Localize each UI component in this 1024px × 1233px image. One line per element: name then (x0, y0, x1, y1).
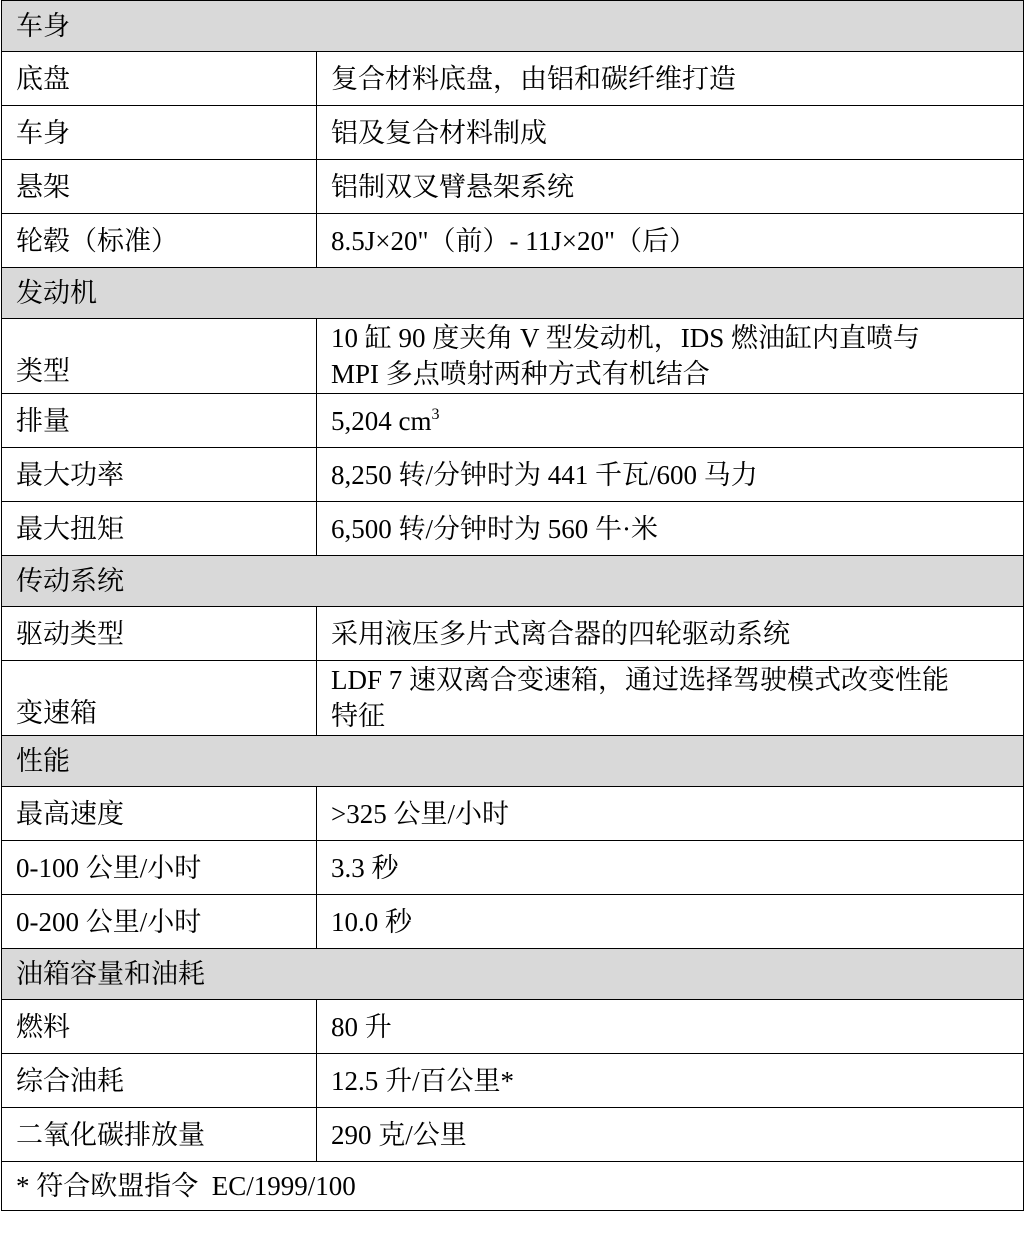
row-value: 复合材料底盘，由铝和碳纤维打造 (317, 52, 1024, 106)
table-row (2, 607, 1024, 661)
section-title: 发动机 (2, 268, 1024, 319)
table-row (2, 502, 1024, 556)
section-header-transmission (2, 556, 1024, 607)
footnote: * 符合欧盟指令 EC/1999/100 (2, 1162, 1024, 1211)
table-row (2, 787, 1024, 841)
row-value-line: 特征 (331, 701, 385, 731)
row-label: 最大功率 (2, 448, 317, 502)
section-header-engine (2, 268, 1024, 319)
table-row (2, 160, 1024, 214)
table-row (2, 1000, 1024, 1054)
row-label: 综合油耗 (2, 1054, 317, 1108)
row-value (317, 319, 1024, 394)
table-row (2, 841, 1024, 895)
row-label: 悬架 (2, 160, 317, 214)
table-row (2, 106, 1024, 160)
section-title: 油箱容量和油耗 (2, 949, 1024, 1000)
section-header-body (2, 1, 1024, 52)
row-value: 铝制双叉臂悬架系统 (317, 160, 1024, 214)
row-value: 6,500 转/分钟时为 560 牛·米 (317, 502, 1024, 556)
row-value: 10.0 秒 (317, 895, 1024, 949)
row-value-line: MPI 多点喷射两种方式有机结合 (331, 359, 710, 389)
row-value: >325 公里/小时 (317, 787, 1024, 841)
section-header-fuel (2, 949, 1024, 1000)
row-value: 8.5J×20"（前）- 11J×20"（后） (317, 214, 1024, 268)
table-row (2, 52, 1024, 106)
table-row (2, 214, 1024, 268)
row-value: 8,250 转/分钟时为 441 千瓦/600 马力 (317, 448, 1024, 502)
row-label: 燃料 (2, 1000, 317, 1054)
row-label: 排量 (2, 394, 317, 448)
row-label: 0-100 公里/小时 (2, 841, 317, 895)
table-row (2, 1054, 1024, 1108)
row-label: 0-200 公里/小时 (2, 895, 317, 949)
row-label: 轮毂（标准） (2, 214, 317, 268)
table-row (2, 1108, 1024, 1162)
row-value: 80 升 (317, 1000, 1024, 1054)
section-header-performance (2, 736, 1024, 787)
row-label: 底盘 (2, 52, 317, 106)
section-title: 传动系统 (2, 556, 1024, 607)
section-title: 车身 (2, 1, 1024, 52)
row-value-line: LDF 7 速双离合变速箱，通过选择驾驶模式改变性能 (331, 665, 950, 695)
row-label: 最高速度 (2, 787, 317, 841)
section-title: 性能 (2, 736, 1024, 787)
row-label: 变速箱 (2, 661, 317, 736)
row-label: 二氧化碳排放量 (2, 1108, 317, 1162)
row-value: 铝及复合材料制成 (317, 106, 1024, 160)
row-value (317, 394, 1024, 448)
row-value (317, 661, 1024, 736)
footnote-row (2, 1162, 1024, 1211)
table-row (2, 661, 1024, 736)
row-value: 采用液压多片式离合器的四轮驱动系统 (317, 607, 1024, 661)
table-row (2, 394, 1024, 448)
table-row (2, 448, 1024, 502)
row-label: 驱动类型 (2, 607, 317, 661)
spec-table (1, 0, 1024, 1211)
row-value: 290 克/公里 (317, 1108, 1024, 1162)
table-row (2, 895, 1024, 949)
row-value: 12.5 升/百公里* (317, 1054, 1024, 1108)
row-label: 最大扭矩 (2, 502, 317, 556)
row-value: 3.3 秒 (317, 841, 1024, 895)
table-row (2, 319, 1024, 394)
unit-superscript: 3 (431, 405, 440, 423)
displacement-value: 5,204 cm (331, 405, 432, 436)
row-label: 类型 (2, 319, 317, 394)
row-value-line: 10 缸 90 度夹角 V 型发动机，IDS 燃油缸内直喷与 (331, 323, 921, 353)
row-label: 车身 (2, 106, 317, 160)
